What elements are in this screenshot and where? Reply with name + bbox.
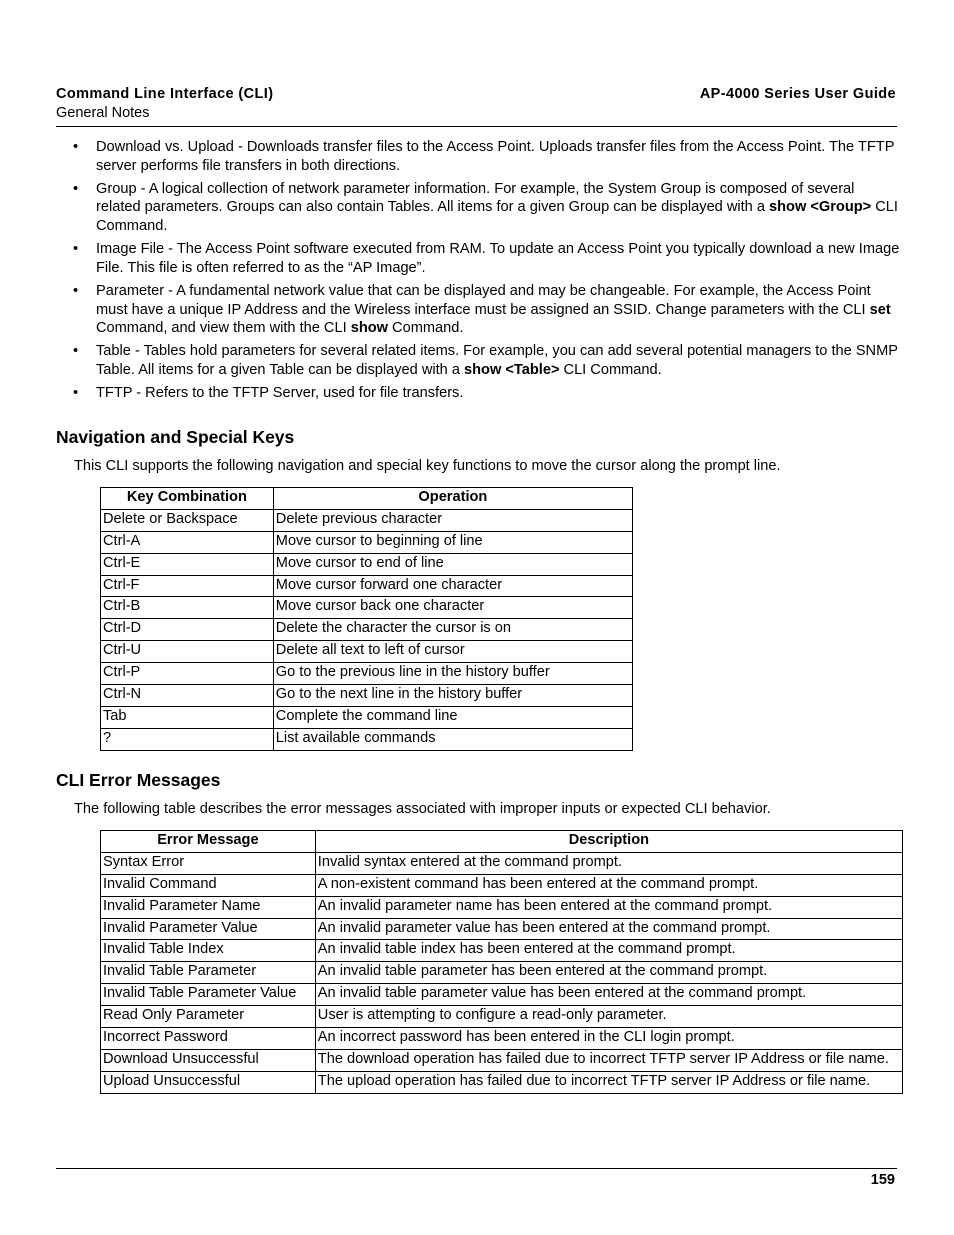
table-row	[101, 728, 633, 750]
list-item	[56, 240, 901, 277]
bullet-icon: •	[73, 139, 79, 155]
table-row	[101, 962, 903, 984]
table-row	[101, 531, 633, 553]
table-row	[101, 984, 903, 1006]
table-row	[101, 874, 903, 896]
list-item-text: Download vs. Upload - Downloads transfer files to the Access Point. Uploads transfer files from the Access Point. The TFTP server performs file transfers in both directions.	[96, 139, 895, 174]
nav-heading: Navigation and Special Keys	[56, 427, 295, 447]
operation-cell: Delete all text to left of cursor	[273, 641, 632, 663]
error-cell: Invalid Parameter Name	[101, 896, 316, 918]
table-header-row	[101, 488, 633, 510]
operation-cell: Delete previous character	[273, 509, 632, 531]
command-set: set	[869, 301, 891, 318]
operation-cell: List available commands	[273, 728, 632, 750]
table-row	[101, 553, 633, 575]
key-cell: ?	[101, 728, 274, 750]
table-row	[101, 663, 633, 685]
key-table	[100, 487, 633, 751]
list-item	[56, 138, 901, 175]
table-row	[101, 641, 633, 663]
error-cell: Syntax Error	[101, 852, 316, 874]
table-row	[101, 852, 903, 874]
command-show-table: show <Table>	[464, 361, 560, 378]
description-cell: An invalid table parameter value has been entered at the command prompt.	[315, 984, 902, 1006]
operation-cell: Move cursor back one character	[273, 597, 632, 619]
list-item-text: CLI Command.	[559, 361, 662, 378]
operation-cell: Complete the command line	[273, 706, 632, 728]
column-header-key: Key Combination	[101, 488, 274, 510]
operation-cell: Move cursor forward one character	[273, 575, 632, 597]
operation-cell: Delete the character the cursor is on	[273, 619, 632, 641]
bullet-icon: •	[73, 241, 79, 258]
list-item-text: Table - Tables hold parameters for several related items. For example, you can add several potential managers to the SNMP Table. All items for a given Table can be displayed with a	[96, 343, 898, 378]
error-cell: Read Only Parameter	[101, 1006, 316, 1028]
key-cell: Ctrl-D	[101, 619, 274, 641]
key-cell: Ctrl-B	[101, 597, 274, 619]
list-item	[56, 180, 901, 236]
table-row	[101, 1049, 903, 1071]
key-cell: Ctrl-N	[101, 685, 274, 707]
description-cell: An invalid table index has been entered at the command prompt.	[315, 940, 902, 962]
table-row	[101, 1071, 903, 1093]
table-row	[101, 918, 903, 940]
description-cell: An invalid table parameter has been entered at the command prompt.	[315, 962, 902, 984]
command-show: show	[350, 320, 388, 337]
nav-intro: This CLI supports the following navigation and special key functions to move the cursor along the prompt line.	[74, 458, 781, 474]
table-row	[101, 575, 633, 597]
list-item-text: CLI Command.	[96, 199, 898, 234]
table-row	[101, 706, 633, 728]
operation-cell: Move cursor to end of line	[273, 553, 632, 575]
error-cell: Incorrect Password	[101, 1028, 316, 1050]
key-cell: Tab	[101, 706, 274, 728]
errors-heading: CLI Error Messages	[56, 770, 221, 790]
operation-cell: Go to the next line in the history buffer	[273, 685, 632, 707]
error-cell: Invalid Table Index	[101, 940, 316, 962]
table-row	[101, 896, 903, 918]
list-item	[56, 282, 901, 338]
key-cell: Ctrl-A	[101, 531, 274, 553]
list-item	[56, 384, 901, 403]
description-cell: An incorrect password has been entered in the CLI login prompt.	[315, 1028, 902, 1050]
description-cell: Invalid syntax entered at the command prompt.	[315, 852, 902, 874]
column-header-description: Description	[315, 831, 902, 853]
table-row	[101, 597, 633, 619]
description-cell: An invalid parameter name has been entered at the command prompt.	[315, 896, 902, 918]
list-item-text: Image File - The Access Point software executed from RAM. To update an Access Point you typically download a new Image File. This file is often referred to as the “AP Image”.	[96, 241, 900, 276]
header-rule	[56, 126, 897, 127]
bullet-icon: •	[73, 180, 79, 197]
error-cell: Invalid Parameter Value	[101, 918, 316, 940]
list-item-text: Parameter - A fundamental network value that can be displayed and may be changeable. For example, the Access Point must have a unique IP Address and the Wireless interface must be assigned an SSID. Change parameters with the CLI	[96, 282, 871, 318]
operation-cell: Go to the previous line in the history buffer	[273, 663, 632, 685]
footer-rule	[56, 1168, 897, 1169]
bullet-icon: •	[73, 282, 79, 299]
key-cell: Ctrl-U	[101, 641, 274, 663]
error-table	[100, 830, 903, 1094]
key-cell: Ctrl-P	[101, 663, 274, 685]
description-cell: User is attempting to configure a read-only parameter.	[315, 1006, 902, 1028]
running-header-left	[56, 85, 273, 123]
operation-cell: Move cursor to beginning of line	[273, 531, 632, 553]
command-show-group: show <Group>	[769, 199, 872, 216]
glossary-list	[56, 138, 901, 407]
error-cell: Invalid Command	[101, 874, 316, 896]
column-header-operation: Operation	[273, 488, 632, 510]
table-row	[101, 509, 633, 531]
page-number: 159	[870, 1172, 895, 1188]
list-item-text: Group - A logical collection of network parameter information. For example, the System Group is composed of several related parameters. Groups can also contain Tables. All items for a given Group can be displayed with a	[96, 180, 855, 216]
description-cell: An invalid parameter value has been entered at the command prompt.	[315, 918, 902, 940]
description-cell: The upload operation has failed due to incorrect TFTP server IP Address or file name.	[315, 1071, 902, 1093]
list-item-text: Command, and view them with the CLI	[96, 320, 351, 337]
table-row	[101, 1006, 903, 1028]
key-cell: Ctrl-E	[101, 553, 274, 575]
list-item	[56, 342, 901, 379]
key-cell: Delete or Backspace	[101, 509, 274, 531]
bullet-icon: •	[73, 343, 79, 360]
table-row	[101, 1028, 903, 1050]
list-item-text: TFTP - Refers to the TFTP Server, used for file transfers.	[96, 385, 464, 402]
error-cell: Download Unsuccessful	[101, 1049, 316, 1071]
column-header-error: Error Message	[101, 831, 316, 853]
table-row	[101, 619, 633, 641]
key-cell: Ctrl-F	[101, 575, 274, 597]
table-row	[101, 940, 903, 962]
section-title: Command Line Interface (CLI)	[56, 86, 274, 102]
table-header-row	[101, 831, 903, 853]
guide-title: AP-4000 Series User Guide	[699, 86, 896, 102]
error-cell: Upload Unsuccessful	[101, 1071, 316, 1093]
error-cell: Invalid Table Parameter Value	[101, 984, 316, 1006]
table-row	[101, 685, 633, 707]
description-cell: The download operation has failed due to incorrect TFTP server IP Address or file name.	[315, 1049, 902, 1071]
subsection-title: General Notes	[56, 105, 150, 121]
description-cell: A non-existent command has been entered at the command prompt.	[315, 874, 902, 896]
list-item-text: Command.	[388, 320, 464, 337]
errors-intro: The following table describes the error messages associated with improper inputs or expected CLI behavior.	[74, 801, 771, 817]
error-cell: Invalid Table Parameter	[101, 962, 316, 984]
bullet-icon: •	[73, 385, 79, 402]
